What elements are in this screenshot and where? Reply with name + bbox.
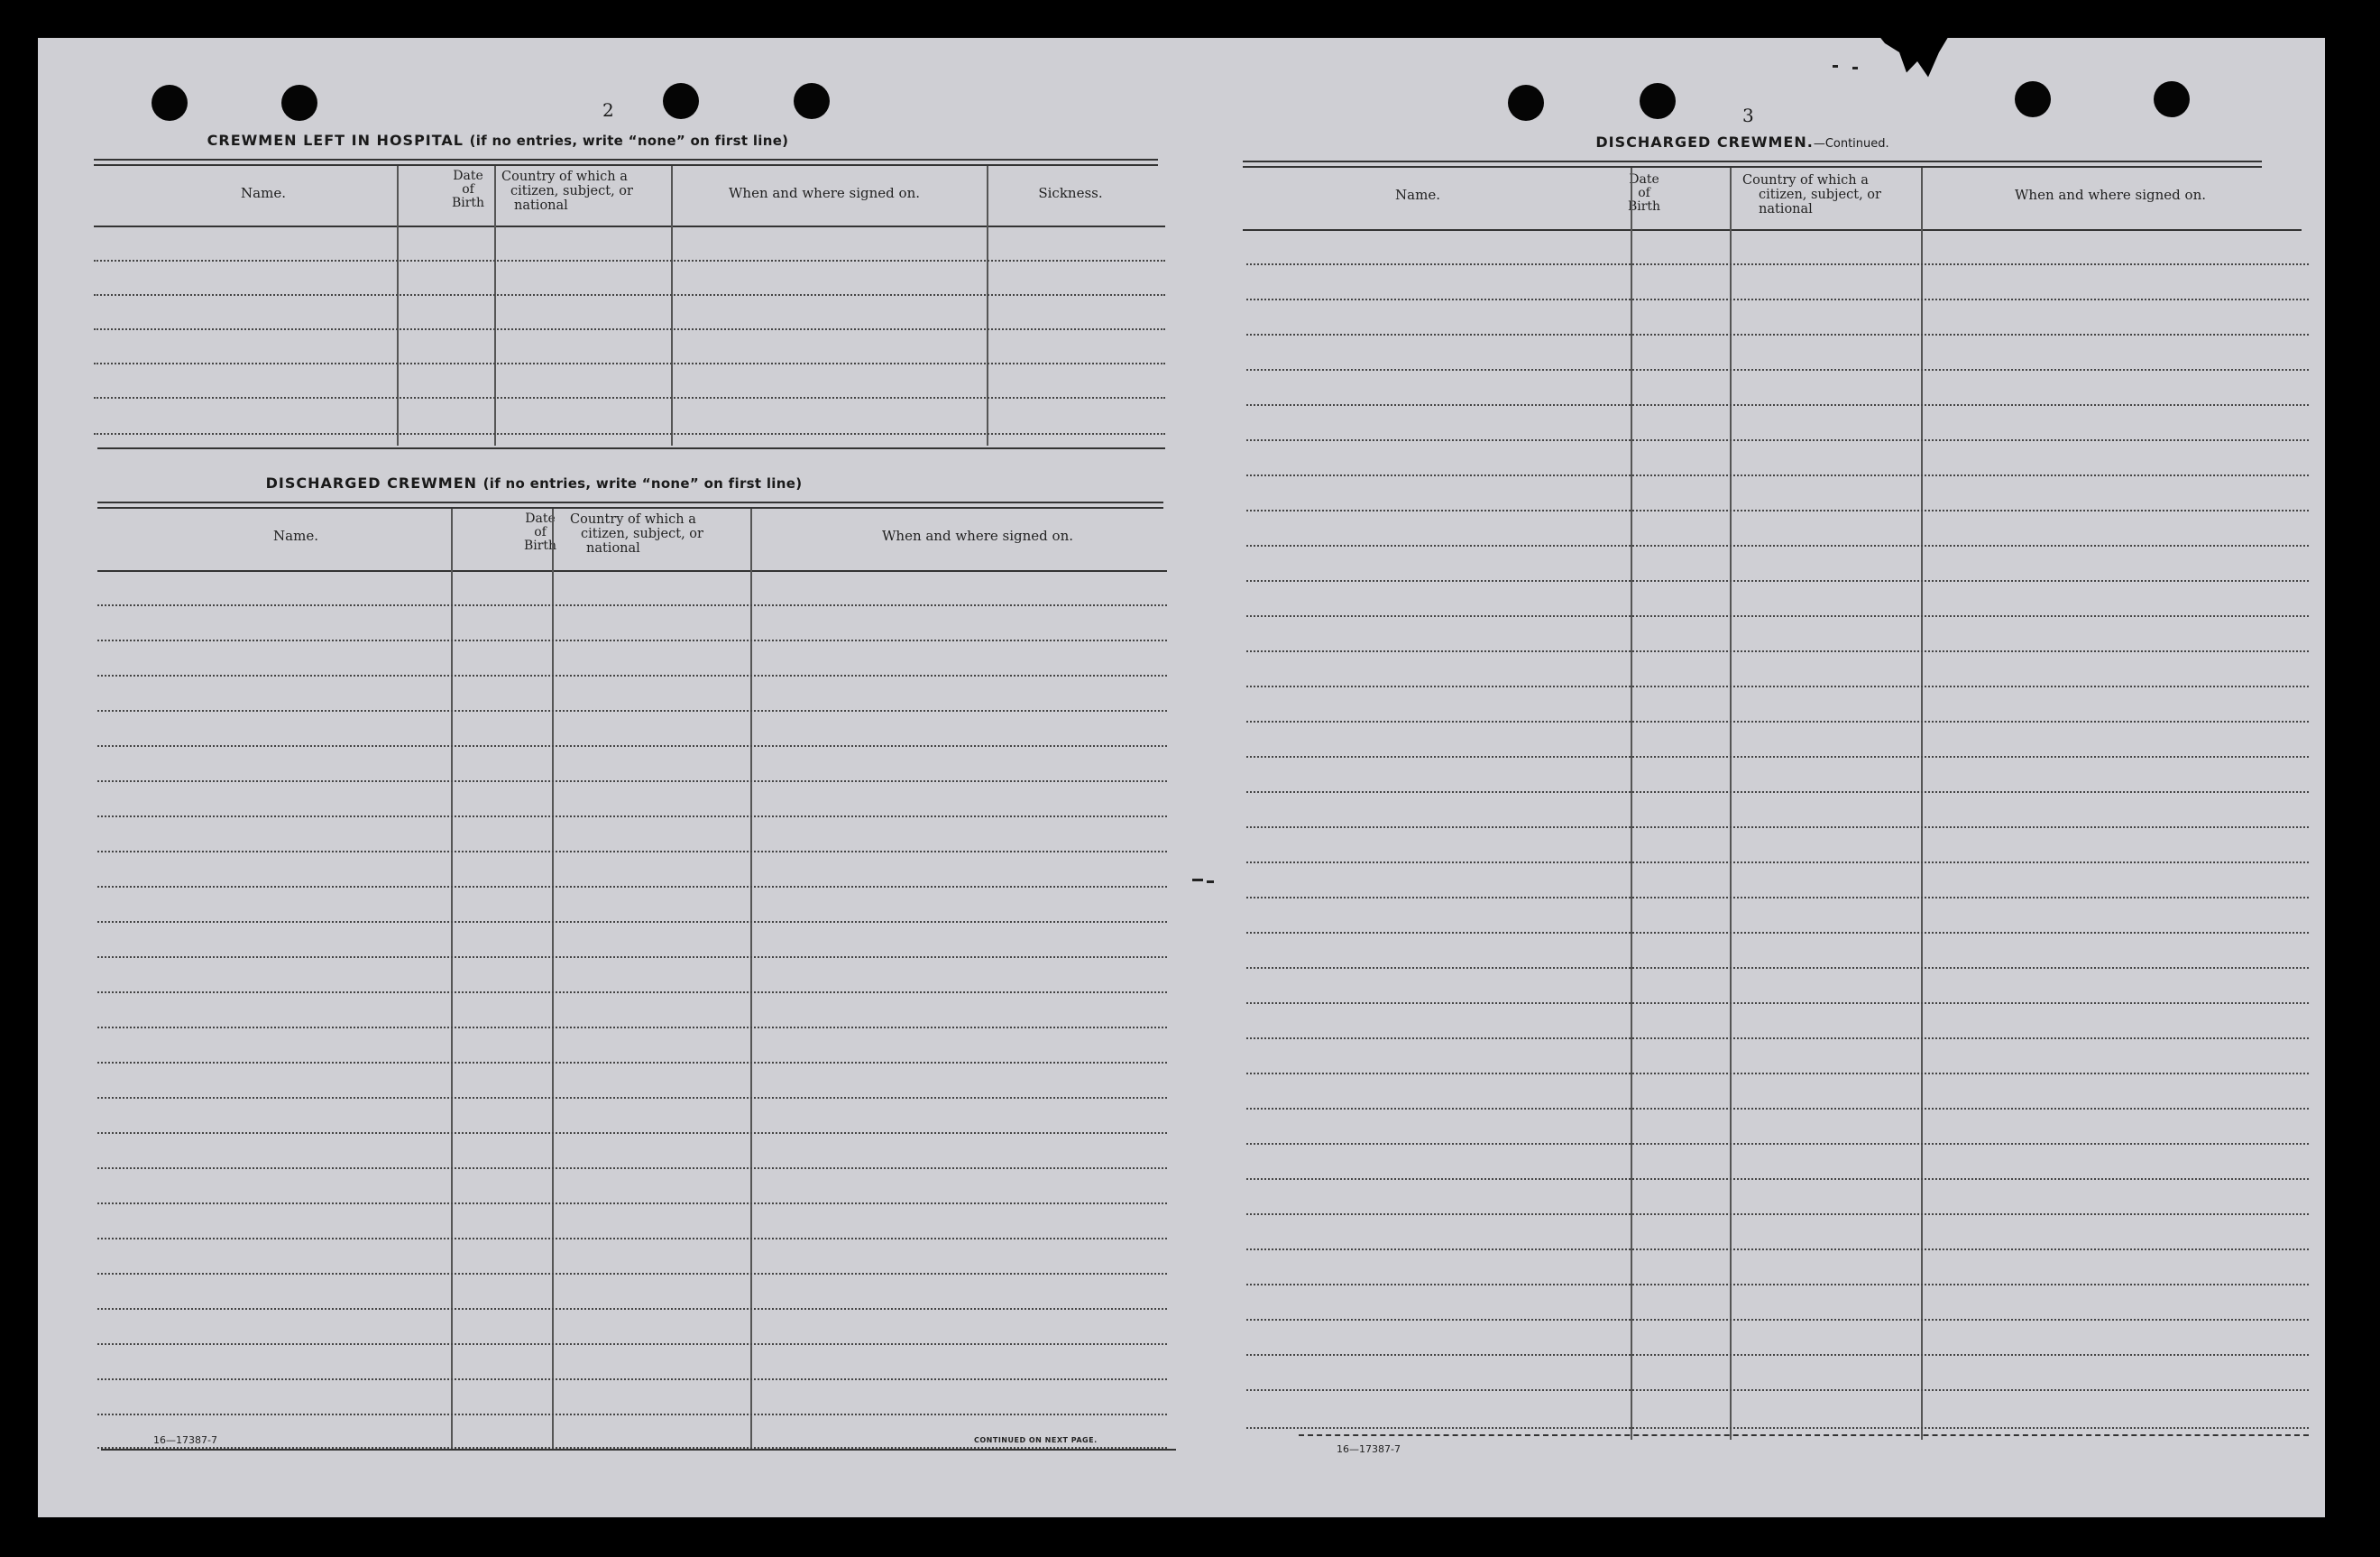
right-col-country bbox=[1742, 173, 1941, 217]
table-row[interactable] bbox=[1246, 1248, 2309, 1250]
table-row[interactable] bbox=[1246, 334, 2309, 336]
page-number: 3 bbox=[1742, 105, 1754, 126]
left-page bbox=[38, 38, 1174, 1517]
table-row[interactable] bbox=[97, 991, 1167, 993]
discharged-continued-title bbox=[1382, 134, 2103, 151]
table-row[interactable] bbox=[1246, 967, 2309, 969]
table-row[interactable] bbox=[97, 1202, 1167, 1204]
table-row[interactable] bbox=[97, 851, 1167, 852]
dob-line-2: of bbox=[1638, 186, 1650, 200]
right-col-name: Name. bbox=[1395, 187, 1440, 203]
table-row[interactable] bbox=[97, 921, 1167, 923]
country-line-1: Country of which a bbox=[501, 170, 628, 184]
table-row[interactable] bbox=[97, 1238, 1167, 1239]
table-row[interactable] bbox=[1246, 369, 2309, 371]
table-row[interactable] bbox=[1246, 861, 2309, 863]
discharged-col-country bbox=[570, 512, 768, 556]
discharged-rows bbox=[97, 570, 1167, 1463]
discharged-title-text: DISCHARGED CREWMEN. bbox=[1595, 134, 1814, 151]
continued-notice: CONTINUED ON NEXT PAGE. bbox=[974, 1436, 1098, 1444]
page-number: 2 bbox=[602, 99, 614, 121]
table-row[interactable] bbox=[1246, 756, 2309, 758]
continued-label: —Continued. bbox=[1813, 137, 1889, 151]
form-number: 16—17387-7 bbox=[1337, 1443, 1401, 1455]
table-row[interactable] bbox=[1246, 615, 2309, 617]
table-row[interactable] bbox=[94, 363, 1165, 364]
dob-line-3: Birth bbox=[451, 196, 485, 210]
table-row[interactable] bbox=[1246, 545, 2309, 547]
table-row[interactable] bbox=[1246, 263, 2309, 265]
hospital-col-sickness: Sickness. bbox=[1038, 185, 1103, 201]
table-row[interactable] bbox=[1246, 791, 2309, 793]
table-row[interactable] bbox=[1246, 650, 2309, 652]
dob-line-3: Birth bbox=[1627, 199, 1661, 214]
right-page bbox=[1201, 38, 2325, 1517]
table-row[interactable] bbox=[1246, 299, 2309, 300]
country-line-2: citizen, subject, or bbox=[1759, 188, 1881, 202]
discharged-bottom-rule bbox=[101, 1449, 1176, 1451]
dob-line-2: of bbox=[534, 525, 547, 539]
table-row[interactable] bbox=[1246, 1002, 2309, 1004]
form-number: 16—17387-7 bbox=[153, 1434, 217, 1446]
table-row[interactable] bbox=[1246, 1319, 2309, 1321]
table-row[interactable] bbox=[1246, 474, 2309, 476]
table-row[interactable] bbox=[94, 433, 1165, 435]
table-row[interactable] bbox=[1246, 721, 2309, 723]
table-row[interactable] bbox=[94, 397, 1165, 399]
table-row[interactable] bbox=[1246, 1284, 2309, 1285]
table-row[interactable] bbox=[1246, 1427, 2309, 1429]
discharged-top-rule bbox=[97, 502, 1163, 509]
table-row[interactable] bbox=[97, 640, 1167, 641]
discharged-title-text: DISCHARGED CREWMEN bbox=[265, 474, 478, 492]
table-row[interactable] bbox=[97, 1027, 1167, 1028]
hospital-title-note: (if no entries, write “none” on first line) bbox=[469, 133, 789, 149]
dob-line-1: Date bbox=[1629, 172, 1659, 187]
table-row[interactable] bbox=[97, 675, 1167, 677]
table-row[interactable] bbox=[1246, 1389, 2309, 1391]
table-row[interactable] bbox=[1246, 1037, 2309, 1039]
table-row[interactable] bbox=[97, 1132, 1167, 1134]
dob-line-2: of bbox=[462, 182, 474, 197]
table-row[interactable] bbox=[1246, 1178, 2309, 1180]
table-row[interactable] bbox=[97, 710, 1167, 712]
hospital-section-title bbox=[137, 132, 859, 149]
table-row[interactable] bbox=[1246, 1213, 2309, 1215]
hospital-col-country bbox=[501, 170, 682, 213]
table-row[interactable] bbox=[94, 260, 1165, 262]
table-row[interactable] bbox=[97, 1062, 1167, 1064]
table-row[interactable] bbox=[97, 1167, 1167, 1169]
country-line-2: citizen, subject, or bbox=[510, 184, 633, 198]
table-row[interactable] bbox=[97, 1414, 1167, 1415]
hospital-rows bbox=[94, 226, 1165, 451]
table-row[interactable] bbox=[97, 886, 1167, 888]
table-row[interactable] bbox=[97, 1097, 1167, 1099]
right-col-signed: When and where signed on. bbox=[2014, 187, 2206, 203]
table-row[interactable] bbox=[97, 815, 1167, 817]
country-line-1: Country of which a bbox=[1742, 173, 1869, 188]
country-line-3: national bbox=[514, 198, 568, 213]
table-row[interactable] bbox=[97, 1273, 1167, 1275]
hospital-col-name: Name. bbox=[241, 185, 286, 201]
dob-line-1: Date bbox=[525, 511, 556, 526]
dob-line-1: Date bbox=[453, 169, 483, 183]
table-row[interactable] bbox=[1246, 897, 2309, 898]
table-row[interactable] bbox=[97, 1378, 1167, 1380]
table-row[interactable] bbox=[94, 294, 1165, 296]
table-row[interactable] bbox=[97, 1308, 1167, 1310]
right-col-dob bbox=[1587, 173, 1701, 214]
discharged-title-note: (if no entries, write “none” on first line) bbox=[482, 475, 803, 492]
table-row[interactable] bbox=[1246, 404, 2309, 406]
hospital-title-text: CREWMEN LEFT IN HOSPITAL bbox=[207, 132, 464, 149]
table-row[interactable] bbox=[97, 780, 1167, 782]
table-row[interactable] bbox=[1246, 686, 2309, 687]
country-line-3: national bbox=[1759, 202, 1813, 217]
table-row[interactable] bbox=[97, 745, 1167, 747]
table-row[interactable] bbox=[1246, 580, 2309, 582]
table-row[interactable] bbox=[1246, 932, 2309, 934]
discharged-col-signed: When and where signed on. bbox=[881, 528, 1073, 544]
discharged-section-title bbox=[173, 474, 895, 492]
dob-line-3: Birth bbox=[523, 539, 557, 553]
country-line-3: national bbox=[586, 541, 640, 556]
table-row[interactable] bbox=[1246, 1073, 2309, 1074]
hospital-bottom-rule bbox=[97, 447, 1165, 449]
hospital-top-rule bbox=[94, 159, 1158, 166]
table-row[interactable] bbox=[1246, 826, 2309, 828]
right-top-rule bbox=[1243, 161, 2262, 168]
right-bottom-rule bbox=[1299, 1434, 2309, 1436]
form-paper bbox=[38, 38, 2325, 1517]
discharged-col-name: Name. bbox=[273, 528, 318, 544]
table-row[interactable] bbox=[97, 1343, 1167, 1345]
table-row[interactable] bbox=[97, 956, 1167, 958]
table-row[interactable] bbox=[94, 328, 1165, 330]
table-row[interactable] bbox=[1246, 1108, 2309, 1110]
table-row[interactable] bbox=[97, 604, 1167, 606]
country-line-1: Country of which a bbox=[570, 512, 696, 527]
country-line-2: citizen, subject, or bbox=[581, 527, 703, 541]
table-row[interactable] bbox=[1246, 510, 2309, 511]
table-row[interactable] bbox=[1246, 1143, 2309, 1145]
hospital-col-signed: When and where signed on. bbox=[728, 185, 920, 201]
right-rows bbox=[1246, 229, 2309, 1447]
table-row[interactable] bbox=[1246, 1354, 2309, 1356]
table-row[interactable] bbox=[1246, 439, 2309, 441]
